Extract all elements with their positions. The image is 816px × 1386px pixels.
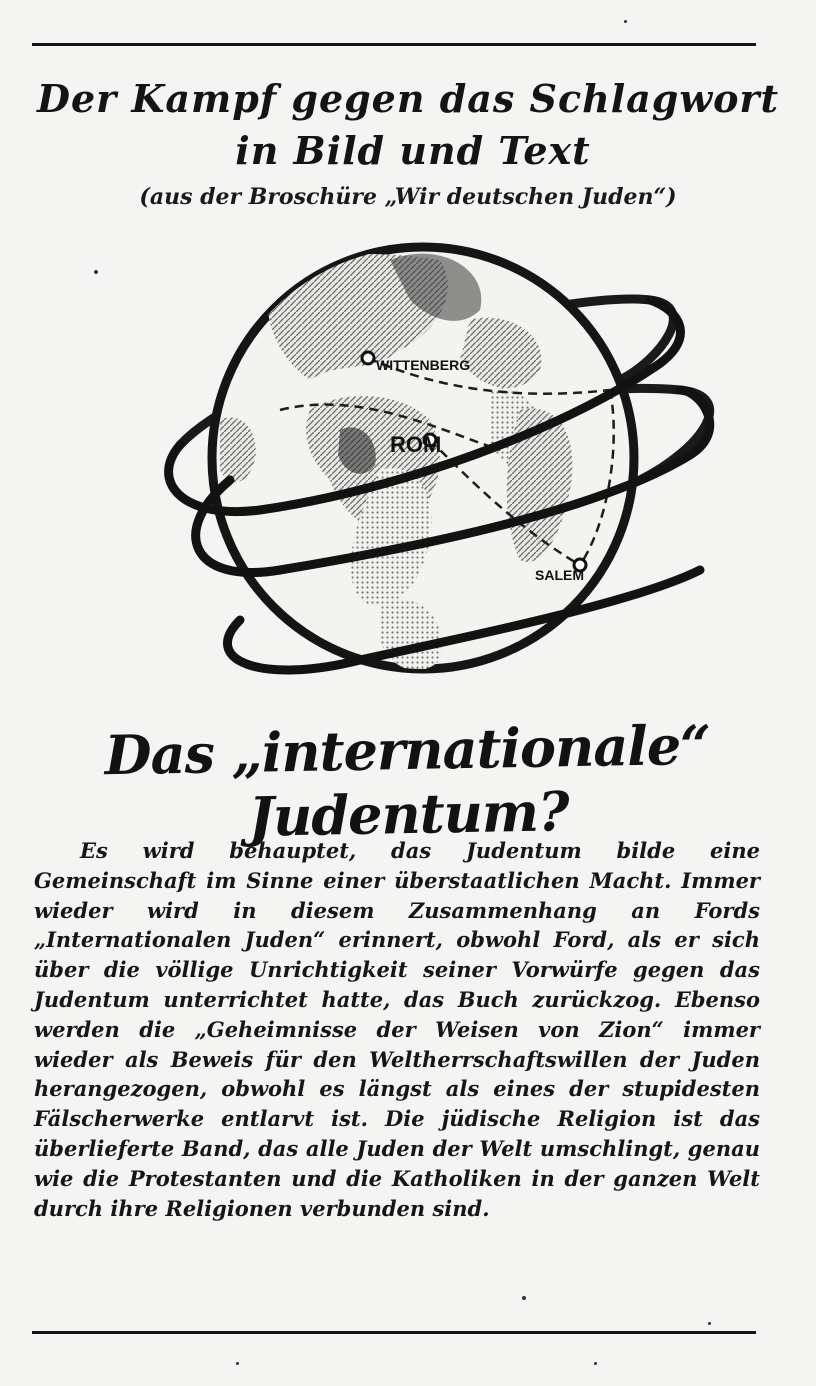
title-line-1: Der Kampf gegen das Schlagwort: [36, 76, 780, 121]
globe-drawing: [140, 240, 730, 720]
article-heading: Das „internationale“ Judentum?: [104, 712, 711, 849]
ink-speck: [522, 1296, 526, 1300]
ink-speck: [94, 270, 98, 274]
top-rule: [32, 43, 756, 46]
globe-illustration: [140, 240, 730, 720]
label-salem: SALEM: [535, 567, 584, 583]
subtitle: (aus der Broschüre „Wir deutschen Juden“): [139, 184, 677, 210]
ink-speck: [708, 1322, 711, 1325]
bottom-rule: [32, 1331, 756, 1334]
article-body: Es wird behauptet, das Judentum bilde eine Gemeinschaft im Sinne einer überstaatlichen Macht. Immer wieder wird in diesem Zusammenhang an Fords „Internationalen Juden“ erinnert, obwohl Ford, als er sich über die völlige Unrichtigkeit seiner Vorwürfe gegen das Judentum unterrichtet hatte, das Buch zurückzog. Ebenso werden die „Geheimnisse der Weisen von Zion“ immer wieder als Beweis für den Weltherrschaftswillen der Juden herangezogen, obwohl es längst als eines der stupidesten Fälscherwerke entlarvt ist. Die jüdische Religion ist das überlieferte Band, das alle Juden der Welt umschlingt, genau wie die Protestanten und die Katholiken in der ganzen Welt durch ihre Religionen verbunden sind.: [34, 838, 760, 1221]
title-line-2: in Bild und Text: [235, 128, 591, 173]
ink-speck: [236, 1362, 239, 1365]
label-wittenberg: WITTENBERG: [376, 357, 471, 373]
label-rom: ROM: [390, 432, 442, 457]
ink-speck: [624, 20, 627, 23]
ink-speck: [594, 1362, 597, 1365]
